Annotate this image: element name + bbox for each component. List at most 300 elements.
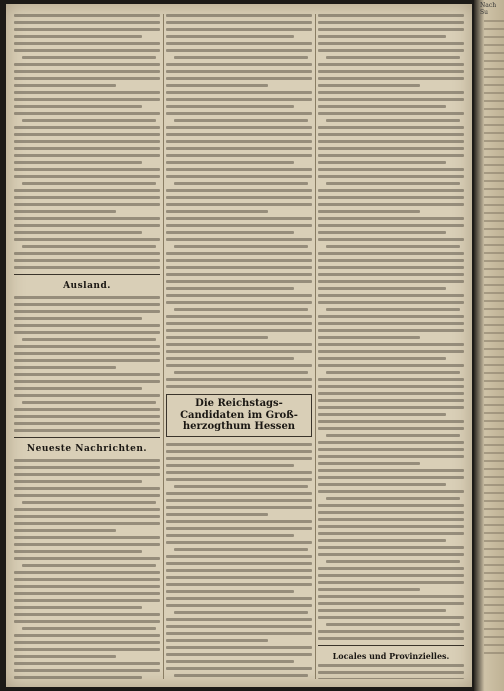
text-line	[318, 217, 464, 220]
text-line	[166, 625, 312, 628]
text-line	[484, 332, 504, 334]
text-line	[174, 371, 308, 374]
text-line	[166, 378, 312, 381]
text-line	[166, 84, 268, 87]
text-line	[318, 91, 464, 94]
text-line	[14, 641, 160, 644]
text-line	[484, 316, 504, 318]
text-line	[14, 345, 160, 348]
text-line	[484, 156, 504, 158]
text-line	[166, 231, 294, 234]
text-line	[14, 133, 160, 136]
text-line	[166, 499, 312, 502]
text-line	[484, 580, 504, 582]
text-line	[326, 308, 460, 311]
text-line	[484, 620, 504, 622]
text-line	[14, 140, 160, 143]
text-line	[318, 28, 464, 31]
text-line	[166, 77, 312, 80]
text-line	[14, 98, 160, 101]
text-line	[166, 126, 312, 129]
text-line	[318, 294, 464, 297]
text-line	[484, 268, 504, 270]
text-line	[14, 296, 160, 299]
text-line	[318, 63, 464, 66]
text-line	[166, 364, 312, 367]
text-line	[484, 52, 504, 54]
adjacent-page-edge	[474, 0, 504, 691]
text-line	[484, 116, 504, 118]
text-line	[318, 147, 464, 150]
text-line	[14, 252, 160, 255]
text-line	[318, 350, 464, 353]
text-line	[166, 506, 312, 509]
text-line	[166, 541, 312, 544]
text-line	[14, 655, 116, 658]
text-line	[166, 457, 312, 460]
text-line	[318, 210, 420, 213]
text-line	[14, 203, 160, 206]
text-line	[484, 612, 504, 614]
text-line	[318, 259, 464, 262]
text-line	[166, 322, 312, 325]
text-line	[318, 322, 464, 325]
text-line	[318, 21, 464, 24]
text-line	[484, 468, 504, 470]
text-line	[22, 56, 156, 59]
section-divider	[318, 645, 464, 646]
text-line	[14, 394, 160, 397]
text-line	[14, 175, 160, 178]
text-line	[318, 140, 464, 143]
text-line	[166, 63, 312, 66]
text-line	[318, 98, 464, 101]
text-line	[318, 70, 464, 73]
text-line	[484, 180, 504, 182]
text-line	[326, 560, 460, 563]
text-line	[166, 140, 312, 143]
text-line	[14, 189, 160, 192]
text-line	[166, 210, 268, 213]
article-body	[14, 296, 160, 432]
text-line	[484, 292, 504, 294]
text-line	[14, 35, 142, 38]
text-line	[14, 14, 160, 17]
section-heading-locales: Locales und Provinzielles.	[332, 651, 450, 661]
text-line	[484, 540, 504, 542]
text-line	[166, 632, 312, 635]
text-line	[166, 590, 294, 593]
text-line	[166, 203, 312, 206]
column-middle	[166, 14, 312, 679]
text-line	[484, 148, 504, 150]
text-line	[166, 492, 312, 495]
text-line	[166, 280, 312, 283]
text-line	[484, 196, 504, 198]
text-line	[166, 217, 312, 220]
text-line	[484, 284, 504, 286]
text-line	[318, 588, 420, 591]
text-line	[14, 459, 160, 462]
text-line	[14, 578, 160, 581]
text-line	[14, 473, 160, 476]
text-line	[318, 112, 464, 115]
text-line	[318, 175, 464, 178]
text-line	[166, 161, 294, 164]
text-line	[318, 287, 446, 290]
text-line	[318, 664, 464, 667]
text-line	[22, 119, 156, 122]
adjacent-page-lines	[484, 20, 504, 660]
text-line	[166, 14, 312, 17]
text-line	[484, 604, 504, 606]
text-line	[484, 220, 504, 222]
newspaper-page	[6, 4, 472, 687]
text-line	[318, 574, 464, 577]
text-line	[318, 189, 464, 192]
text-line	[318, 42, 464, 45]
text-line	[318, 385, 464, 388]
text-line	[318, 469, 464, 472]
text-line	[166, 604, 312, 607]
text-line	[318, 427, 464, 430]
text-line	[14, 415, 160, 418]
text-line	[14, 231, 142, 234]
text-line	[484, 212, 504, 214]
text-line	[166, 513, 268, 516]
text-line	[166, 618, 312, 621]
text-line	[166, 98, 312, 101]
column-left	[14, 14, 160, 679]
text-line	[14, 592, 160, 595]
section-divider	[14, 437, 160, 438]
text-line	[318, 511, 464, 514]
text-line	[318, 602, 464, 605]
text-line	[484, 92, 504, 94]
text-line	[318, 420, 464, 423]
text-line	[484, 636, 504, 638]
text-line	[318, 616, 464, 619]
text-line	[318, 315, 464, 318]
text-line	[166, 443, 312, 446]
text-line	[166, 133, 312, 136]
text-line	[14, 259, 160, 262]
text-line	[166, 350, 312, 353]
text-line	[484, 20, 504, 22]
text-line	[14, 42, 160, 45]
text-line	[318, 483, 446, 486]
section-divider	[14, 274, 160, 275]
text-line	[166, 597, 312, 600]
text-line	[484, 444, 504, 446]
text-line	[166, 527, 312, 530]
text-line	[484, 236, 504, 238]
text-line	[484, 140, 504, 142]
column-right	[318, 14, 464, 679]
text-line	[174, 245, 308, 248]
text-line	[484, 204, 504, 206]
text-line	[484, 452, 504, 454]
text-line	[14, 77, 160, 80]
text-line	[14, 662, 160, 665]
text-line	[14, 480, 142, 483]
text-line	[14, 634, 160, 637]
text-line	[174, 119, 308, 122]
text-line	[166, 259, 312, 262]
text-line	[174, 308, 308, 311]
text-line	[484, 524, 504, 526]
text-line	[484, 308, 504, 310]
text-line	[484, 532, 504, 534]
text-line	[318, 525, 464, 528]
text-line	[484, 356, 504, 358]
text-line	[318, 35, 446, 38]
column-rule	[163, 14, 164, 679]
text-line	[14, 105, 142, 108]
text-line	[174, 182, 308, 185]
section-heading-ausland: Ausland.	[63, 281, 111, 291]
text-line	[318, 301, 464, 304]
text-line	[484, 484, 504, 486]
text-line	[14, 217, 160, 220]
text-line	[166, 478, 312, 481]
text-line	[22, 338, 156, 341]
text-line	[166, 653, 312, 656]
text-line	[484, 436, 504, 438]
text-line	[484, 476, 504, 478]
text-line	[14, 366, 116, 369]
text-line	[166, 189, 312, 192]
text-line	[22, 564, 156, 567]
text-line	[484, 644, 504, 646]
text-line	[14, 84, 116, 87]
text-line	[174, 611, 308, 614]
text-line	[318, 609, 446, 612]
text-line	[14, 224, 160, 227]
text-line	[326, 182, 460, 185]
adjacent-page-header: Nach Su	[480, 2, 497, 16]
text-line	[14, 317, 142, 320]
text-line	[166, 70, 312, 73]
text-line	[318, 280, 464, 283]
text-line	[484, 628, 504, 630]
text-line	[484, 372, 504, 374]
text-line	[484, 244, 504, 246]
text-line	[484, 340, 504, 342]
text-line	[318, 224, 464, 227]
text-line	[318, 343, 464, 346]
text-line	[14, 585, 160, 588]
text-line	[14, 310, 160, 313]
text-line	[318, 567, 464, 570]
text-line	[14, 210, 116, 213]
text-line	[318, 671, 464, 674]
text-line	[484, 364, 504, 366]
reichstags-heading-box	[166, 394, 312, 437]
text-line	[318, 553, 464, 556]
text-line	[14, 154, 160, 157]
text-line	[166, 464, 294, 467]
text-line	[318, 413, 446, 416]
text-line	[166, 555, 312, 558]
text-line	[166, 196, 312, 199]
text-line	[484, 228, 504, 230]
text-line	[174, 548, 308, 551]
text-line	[484, 396, 504, 398]
text-line	[166, 562, 312, 565]
text-line	[484, 348, 504, 350]
article-body	[14, 14, 160, 269]
text-line	[166, 175, 312, 178]
text-line	[174, 674, 308, 677]
article-body	[318, 14, 464, 640]
text-line	[166, 21, 312, 24]
text-line	[174, 56, 308, 59]
text-line	[22, 245, 156, 248]
text-line	[166, 273, 312, 276]
text-line	[318, 84, 420, 87]
text-line	[318, 539, 446, 542]
text-line	[484, 420, 504, 422]
text-line	[166, 266, 312, 269]
text-line	[484, 500, 504, 502]
text-line	[14, 352, 160, 355]
text-line	[14, 515, 160, 518]
text-line	[484, 276, 504, 278]
text-line	[14, 324, 160, 327]
text-line	[14, 147, 160, 150]
text-line	[14, 422, 160, 425]
text-line	[166, 660, 294, 663]
text-line	[166, 35, 294, 38]
text-line	[14, 550, 142, 553]
text-line	[326, 623, 460, 626]
article-body	[166, 14, 312, 388]
text-line	[14, 599, 160, 602]
text-line	[166, 583, 312, 586]
text-line	[484, 44, 504, 46]
text-line	[318, 273, 464, 276]
text-line	[318, 266, 464, 269]
text-line	[484, 388, 504, 390]
text-line	[318, 406, 464, 409]
text-line	[14, 494, 160, 497]
text-line	[484, 404, 504, 406]
text-line	[326, 371, 460, 374]
text-line	[318, 203, 464, 206]
text-line	[484, 124, 504, 126]
text-line	[484, 556, 504, 558]
text-line	[14, 669, 160, 672]
text-line	[14, 529, 116, 532]
text-line	[166, 154, 312, 157]
text-line	[14, 557, 160, 560]
text-line	[22, 401, 156, 404]
text-line	[14, 49, 160, 52]
text-line	[484, 412, 504, 414]
text-line	[14, 522, 160, 525]
text-line	[166, 667, 312, 670]
text-line	[166, 471, 312, 474]
text-line	[166, 385, 312, 388]
text-line	[166, 329, 312, 332]
text-line	[166, 301, 312, 304]
text-line	[166, 91, 312, 94]
text-line	[318, 595, 464, 598]
text-line	[318, 14, 464, 17]
reichstags-heading: Die Reichstags-Candidaten im Groß-herzogthum Hessen	[180, 398, 298, 432]
text-line	[318, 154, 464, 157]
text-line	[14, 676, 142, 679]
text-line	[14, 466, 160, 469]
text-line	[14, 331, 160, 334]
text-line	[166, 238, 312, 241]
text-line	[318, 168, 464, 171]
text-line	[14, 91, 160, 94]
column-rule	[315, 14, 316, 679]
text-line	[14, 266, 160, 269]
text-line	[484, 68, 504, 70]
text-line	[484, 188, 504, 190]
text-line	[318, 462, 420, 465]
text-line	[22, 627, 156, 630]
text-line	[318, 678, 464, 679]
text-line	[166, 450, 312, 453]
text-line	[166, 28, 312, 31]
text-line	[318, 329, 464, 332]
text-line	[14, 126, 160, 129]
text-line	[166, 646, 312, 649]
text-line	[14, 620, 160, 623]
text-line	[484, 324, 504, 326]
text-line	[14, 373, 160, 376]
text-line	[166, 112, 312, 115]
text-line	[318, 448, 464, 451]
text-line	[318, 336, 420, 339]
text-line	[166, 147, 312, 150]
text-line	[14, 238, 160, 241]
text-line	[166, 336, 268, 339]
text-line	[14, 429, 160, 432]
text-line	[14, 387, 142, 390]
text-line	[318, 504, 464, 507]
text-line	[484, 596, 504, 598]
text-line	[326, 56, 460, 59]
text-line	[484, 516, 504, 518]
text-line	[14, 28, 160, 31]
text-line	[484, 428, 504, 430]
text-line	[166, 105, 294, 108]
text-line	[326, 497, 460, 500]
text-line	[166, 49, 312, 52]
text-line	[166, 287, 294, 290]
text-line	[166, 224, 312, 227]
text-line	[484, 108, 504, 110]
text-line	[318, 196, 464, 199]
text-line	[14, 70, 160, 73]
text-line	[484, 564, 504, 566]
article-body	[14, 459, 160, 679]
text-line	[318, 546, 464, 549]
text-line	[166, 252, 312, 255]
text-line	[484, 588, 504, 590]
text-line	[484, 36, 504, 38]
text-line	[484, 652, 504, 654]
text-line	[484, 100, 504, 102]
text-line	[318, 455, 464, 458]
text-line	[326, 119, 460, 122]
text-line	[318, 441, 464, 444]
